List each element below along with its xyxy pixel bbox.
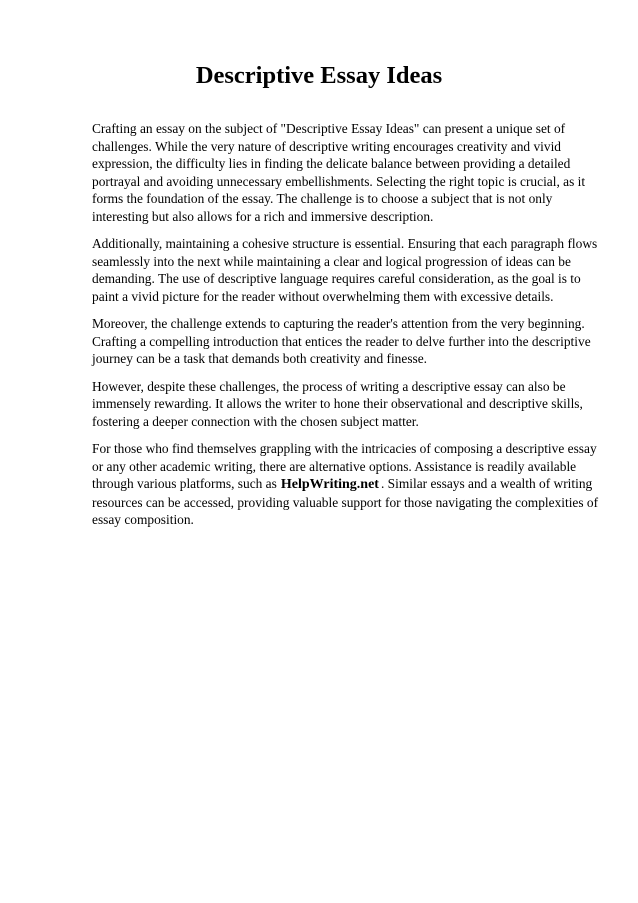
paragraph-1: Crafting an essay on the subject of "Descriptive Essay Ideas" can present a unique set of challenges. While the very nature of descriptive writing encourages creativity and vivid expression, the difficulty lies in finding the delicate balance between providing a detailed portrayal and avoiding unnecessary embellishments. Selecting the right topic is crucial, as it forms the foundation of the essay. The challenge is to choose a subject that is not only interesting but also allows for a rich and immersive description. [92, 121, 586, 224]
paragraph-5 [92, 440, 600, 529]
helpwriting-link[interactable]: HelpWriting.net [280, 477, 379, 492]
document-title: Descriptive Essay Ideas [195, 62, 443, 89]
document-body [92, 120, 600, 539]
paragraph-4: However, despite these challenges, the process of writing a descriptive essay can also be immensely rewarding. It allows the writer to hone their observational and descriptive skills, fostering a deeper connection with the chosen subject matter. [92, 378, 583, 429]
paragraph-5-after-link: . Similar essays and a wealth of writing resources can be accessed, providing valuable support for those navigating the complexities of essay composition. [92, 476, 599, 527]
paragraph-2: Additionally, maintaining a cohesive structure is essential. Ensuring that each paragraph flows seamlessly into the next while maintaining a clear and logical progression of ideas can be demanding. The use of descriptive language requires careful consideration, as the goal is to paint a vivid picture for the reader without overwhelming them with excessive details. [92, 236, 598, 304]
paragraph-5-before-link: For those who find themselves grappling with the intricacies of composing a descriptive essay or any other academic writing, there are alternative options. Assistance is readily available through various platforms, such as [92, 441, 597, 491]
paragraph-3: Moreover, the challenge extends to capturing the reader's attention from the very beginning. Crafting a compelling introduction that entices the reader to delve further into the descriptive journey can be a task that demands both creativity and finesse. [92, 316, 591, 366]
